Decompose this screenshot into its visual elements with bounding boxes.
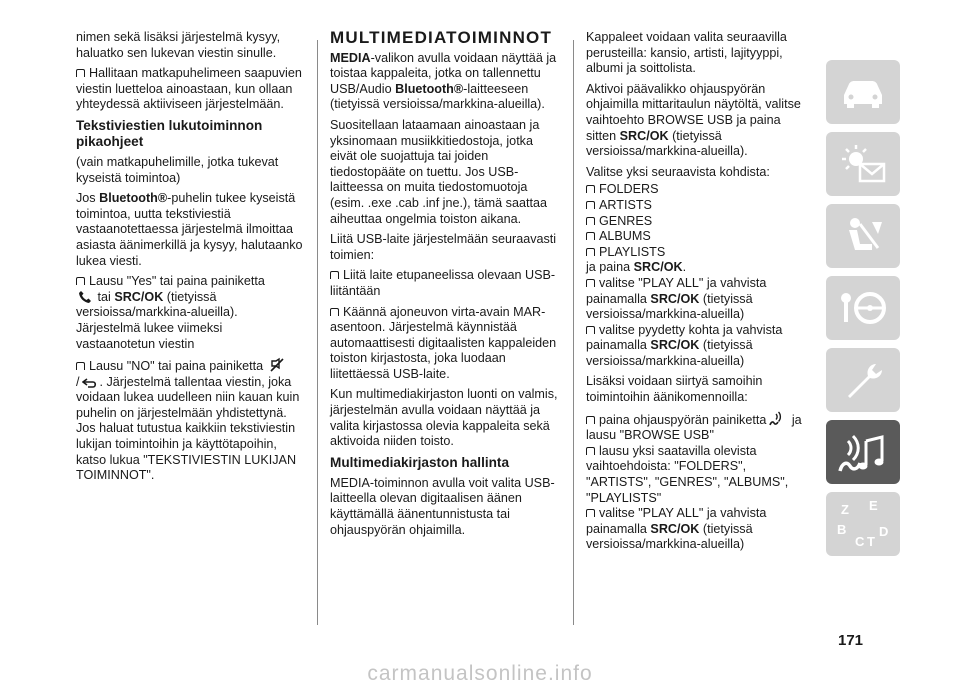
bullet-icon xyxy=(586,248,595,256)
paragraph: ja paina SRC/OK. xyxy=(586,260,687,275)
paragraph: Aktivoi päävalikko ohjauspyörän ohjaimilla mittaritaulun näytöltä, valitse vaihtoehto BROWSE USB ja paina sitten SRC/OK (tietyissä versioissa/markkina-alueilla). xyxy=(586,81,801,159)
list-item: GENRES xyxy=(586,214,804,230)
section-heading: Tekstiviestien lukutoiminnon pikaohjeet xyxy=(76,117,263,149)
multimedia-icon xyxy=(836,427,890,477)
column-divider xyxy=(317,40,318,625)
list-item: FOLDERS xyxy=(586,182,804,198)
bullet-paragraph: Hallitaan matkapuhelimeen saapuvien viestin luetteloa ainoastaan, kun ollaan yhteydessä aktiiviseen järjestelmään. xyxy=(76,66,302,112)
bullet-icon xyxy=(586,447,595,455)
column-divider xyxy=(573,40,574,625)
car-icon xyxy=(838,75,888,109)
back-arrow-icon xyxy=(82,377,98,389)
bullet-icon xyxy=(586,185,595,193)
page-number: 171 xyxy=(838,632,864,649)
list-item: PLAYLISTS xyxy=(586,245,804,261)
bullet-icon xyxy=(586,201,595,209)
paragraph: Valitse yksi seuraavista kohdista: xyxy=(586,164,770,179)
index-letter: E xyxy=(869,498,878,513)
paragraph: Kun multimediakirjaston luonti on valmis, järjestelmän avulla voidaan näyttää ja valita kirjastossa olevia kappaleita sekä aktivoida niiden toisto. xyxy=(330,387,558,449)
seat-safety-icon xyxy=(838,214,888,258)
wrench-icon xyxy=(838,358,888,402)
chapter-tabs xyxy=(826,60,900,564)
bullet-icon xyxy=(330,308,339,316)
paragraph: Suositellaan lataamaan ainoastaan ja yksinomaan musiikkitiedostoja, jotka eivät ole suojattuja tai joiden tiedostopääte on tuettu. Jos USB-laitteessa on muita tiedostomuotoja (esim. .exe .cab .inf jne.), tämä saattaa aiheuttaa ongelmia toiston aikana. xyxy=(330,117,547,226)
option-list xyxy=(586,182,804,260)
bullet-paragraph: lausu yksi saatavilla olevista vaihtoehdoista: "FOLDERS", "ARTISTS", "GENRES", "ALBUMS", "PLAYLISTS" xyxy=(586,443,789,505)
tab-emergency[interactable] xyxy=(826,348,900,412)
bullet-icon xyxy=(76,69,85,77)
bullet-paragraph: Käännä ajoneuvon virta-avain MAR-asentoon. Järjestelmä käynnistää automaattisesti digitaalisten kappaleiden toiston kirjastosta, joka luodaan liitettäessä USB-laite. xyxy=(330,304,557,381)
text-column-3 xyxy=(586,30,804,558)
bullet-icon xyxy=(76,277,85,285)
voice-mute-icon xyxy=(269,357,285,373)
bullet-paragraph: valitse "PLAY ALL" ja vahvista painamalla SRC/OK (tietyissä versioissa/markkina-alueilla) xyxy=(586,506,767,552)
bullet-paragraph: Lausu "Yes" tai paina painiketta tai SRC/OK (tietyissä versioissa/markkina-alueilla). Järjestelmä lukee viimeksi vastaanotetun viestin xyxy=(76,274,265,351)
index-letter: C xyxy=(855,534,865,549)
bullet-icon xyxy=(586,326,595,334)
steering-key-icon xyxy=(836,286,890,330)
paragraph: Lisäksi voidaan siirtyä samoihin toimintoihin äänikomennoilla: xyxy=(586,374,763,405)
list-item: ALBUMS xyxy=(586,229,804,245)
index-letter: B xyxy=(837,522,847,537)
tab-starting-driving[interactable] xyxy=(826,276,900,340)
bullet-icon xyxy=(76,362,85,370)
paragraph: MEDIA-valikon avulla voidaan näyttää ja toistaa kappaleita, jotka on tallennettu USB/Audio Bluetooth®-laitteeseen (tietyissä versioissa/markkina-alueilla). xyxy=(330,50,557,112)
paragraph: MEDIA-toiminnon avulla voit valita USB-laitteella olevan digitaalisen äänen käyttämällä äänentunnistusta tai ohjauspyörän ohjaimilla. xyxy=(330,475,555,537)
tab-index[interactable] xyxy=(826,492,900,556)
paragraph: (vain matkapuhelimille, jotka tukevat kyseistä toimintoa) xyxy=(76,154,279,185)
paragraph: Jos Bluetooth®-puhelin tukee kyseistä toimintoa, uutta tekstiviestiä vastaanotettaessa järjestelmä ilmoittaa asiasta äänimerkillä ja kysyy, halutaanko lukea viesti. xyxy=(76,191,303,268)
index-letter: D xyxy=(879,524,889,539)
index-icon xyxy=(831,496,895,552)
tab-multimedia[interactable] xyxy=(826,420,900,484)
index-letter: T xyxy=(867,534,875,549)
phone-answer-icon xyxy=(78,290,92,304)
section-title: MULTIMEDIATOIMINNOT xyxy=(330,28,553,47)
paragraph: nimen sekä lisäksi järjestelmä kysyy, haluatko sen lukevan viestin sinulle. xyxy=(76,30,281,60)
tab-warning-lights[interactable] xyxy=(826,132,900,196)
bullet-paragraph: valitse "PLAY ALL" ja vahvista painamalla SRC/OK (tietyissä versioissa/markkina-alueilla) xyxy=(586,275,767,322)
bullet-icon xyxy=(330,271,339,279)
bullet-paragraph: valitse pyydetty kohta ja vahvista painamalla SRC/OK (tietyissä versioissa/markkina-alueilla) xyxy=(586,322,783,368)
tab-safety[interactable] xyxy=(826,204,900,268)
bullet-paragraph: paina ohjauspyörän painiketta ja lausu "BROWSE USB" xyxy=(586,412,802,443)
section-heading: Multimediakirjaston hallinta xyxy=(330,454,510,470)
bullet-icon xyxy=(586,232,595,240)
bullet-icon xyxy=(586,279,595,287)
bullet-icon xyxy=(586,416,595,424)
bullet-icon xyxy=(586,509,595,517)
text-column-2 xyxy=(330,30,562,543)
list-item: ARTISTS xyxy=(586,198,804,214)
paragraph: Kappaleet voidaan valita seuraavilla perusteilla: kansio, artisti, lajityyppi, albumi ja soittolista. xyxy=(586,30,787,76)
bullet-icon xyxy=(586,217,595,225)
paragraph: Liitä USB-laite järjestelmään seuraavasti toimien: xyxy=(330,232,557,262)
tab-car-knowledge[interactable] xyxy=(826,60,900,124)
warning-lights-icon xyxy=(836,142,890,186)
text-column-1 xyxy=(76,30,304,489)
watermark: carmanualsonline.info xyxy=(367,662,593,685)
index-letter: Z xyxy=(841,502,849,517)
voice-command-icon xyxy=(768,411,786,427)
bullet-paragraph: Lausu "NO" tai paina painiketta / . Järjestelmä tallentaa viestin, joka voidaan lukea uudelleen niin kauan kuin puhelin on järjestelmään yhdistettynä. Jos haluat tutustua kaikkiin tekstiviestin lukijan toimintoihin ja käyttötapoihin, katso lukua "TEKSTIVIESTIN LUKIJAN TOIMINNOT". xyxy=(76,359,300,483)
bullet-paragraph: Liitä laite etupaneelissa olevaan USB-liitäntään xyxy=(330,268,556,298)
